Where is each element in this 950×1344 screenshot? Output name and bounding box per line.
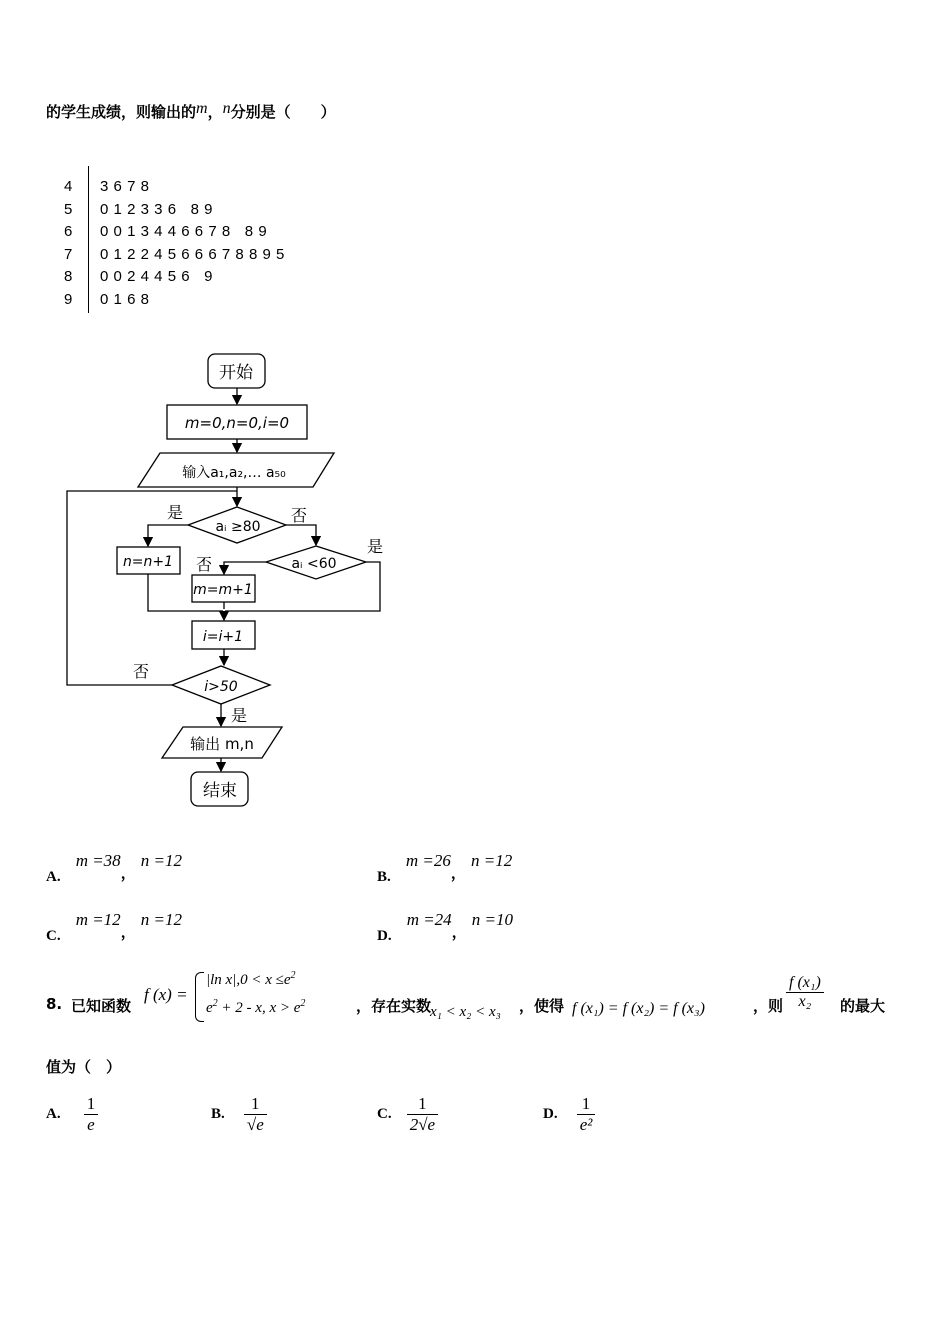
- q8-text3: ，使得: [519, 997, 565, 1015]
- option-fraction: [577, 1094, 596, 1135]
- option-label: D.: [543, 1106, 558, 1122]
- option-label: C.: [377, 1106, 392, 1122]
- stem: 7: [64, 245, 73, 263]
- no-label-cond2: 否: [196, 555, 213, 574]
- leaf-row: 01224566678895: [100, 245, 290, 263]
- cond1-label: aᵢ ≥80: [215, 519, 261, 535]
- q8-option-b: [211, 1094, 267, 1135]
- var-n: n: [222, 100, 231, 117]
- option-m-value: m =26: [405, 851, 451, 870]
- option-n-value: n =12: [140, 851, 183, 870]
- leaf-row: 0024456 9: [100, 268, 218, 285]
- option-fraction: [407, 1094, 438, 1135]
- m-inc-label: m=m+1: [193, 582, 253, 598]
- leaf-row: 3678: [100, 178, 155, 195]
- option-n-value: n =12: [140, 910, 183, 929]
- q7-option-b: [377, 850, 513, 885]
- q8-number: 8.: [46, 995, 63, 1013]
- option-label: A.: [46, 1106, 61, 1122]
- option-m-value: m =38: [75, 851, 121, 870]
- i-inc-label: i=i+1: [202, 629, 244, 645]
- option-m-value: m =12: [75, 910, 121, 929]
- piecewise-brace: [195, 972, 204, 1022]
- option-label: B.: [377, 869, 391, 885]
- fraction-denominator: e: [87, 1115, 95, 1134]
- fraction-denominator: 2√e: [409, 1115, 436, 1134]
- init-label: m=0,n=0,i=0: [184, 414, 290, 432]
- fraction-denominator: √e: [246, 1115, 264, 1134]
- start-label: 开始: [219, 363, 253, 383]
- fraction-numerator: 1: [84, 1094, 99, 1115]
- q8-text2: ，存在实数: [356, 997, 432, 1015]
- stem: 4: [64, 178, 73, 195]
- output-label: 输出 m,n: [190, 735, 254, 753]
- end-label: 结束: [203, 781, 237, 801]
- ratio-denominator: x₂: [798, 993, 812, 1010]
- option-m-value: m =24: [406, 910, 452, 929]
- fraction-denominator: e²: [579, 1115, 593, 1134]
- yes-label-cond1: 是: [167, 503, 184, 522]
- leaf-row: 0013446678 89: [100, 223, 272, 240]
- option-fraction: [244, 1094, 267, 1135]
- yes-label-cond3: 是: [231, 706, 248, 725]
- cond3-label: i>50: [204, 679, 238, 695]
- option-n-value: n =12: [470, 851, 513, 870]
- option-label: B.: [211, 1106, 225, 1122]
- fraction-numerator: 1: [407, 1094, 438, 1115]
- intro-text-after: 分别是（ ）: [230, 103, 336, 121]
- option-separator: ，: [120, 923, 136, 941]
- n-inc-label: n=n+1: [122, 554, 174, 570]
- leaf-row: 0168: [100, 290, 155, 308]
- intro-comma: ，: [207, 103, 223, 121]
- var-m: m: [196, 100, 208, 117]
- option-separator: ，: [451, 923, 467, 941]
- q7-option-d: [377, 909, 514, 944]
- piecewise-case2: $e^2 + 2 - x$, $x > e^2$: [206, 998, 306, 1016]
- fraction-numerator: 1: [244, 1094, 267, 1115]
- option-label: A.: [46, 869, 61, 885]
- input-label: 输入a₁,a₂,… a₅₀: [182, 465, 286, 481]
- stem: 6: [64, 223, 73, 240]
- stem: 9: [64, 290, 73, 308]
- option-fraction: [84, 1094, 99, 1135]
- q8-inequality: x₁ < x₂ < x₃: [430, 1004, 501, 1020]
- no-label-cond1: 否: [291, 506, 308, 525]
- fraction-numerator: 1: [577, 1094, 596, 1115]
- intro-text-before: 的学生成绩，则输出的: [46, 103, 197, 121]
- leaf-row: 012336 89: [100, 200, 218, 218]
- piecewise-case1: |ln $x|,0 < x \le e^2$: [206, 970, 296, 988]
- option-label: D.: [377, 928, 392, 944]
- q8-ratio: [786, 974, 824, 1011]
- q8-text6: 值为（ ）: [46, 1058, 122, 1076]
- yes-label-cond2: 是: [367, 537, 384, 556]
- q8-text1: 已知函数: [71, 997, 132, 1015]
- q7-option-a: [46, 850, 183, 885]
- ratio-numerator: f (x₁): [786, 974, 824, 993]
- option-n-value: n =10: [471, 910, 514, 929]
- option-separator: ，: [120, 864, 136, 882]
- q8-text4: ，则: [753, 997, 784, 1015]
- q8-text5: 的最大: [840, 997, 886, 1015]
- stem: 8: [64, 268, 73, 285]
- option-separator: ，: [450, 864, 466, 882]
- q8-option-a: [46, 1094, 98, 1135]
- option-label: C.: [46, 928, 61, 944]
- q8-option-d: [543, 1094, 595, 1135]
- q8-line1: [46, 966, 906, 1030]
- q8-equation: f (x₁) = f (x₂) = f (x₃): [572, 1000, 705, 1017]
- q7-option-c: [46, 909, 183, 944]
- stem: 5: [64, 200, 73, 218]
- q8-func: f (x) =: [144, 985, 188, 1004]
- no-label-cond3: 否: [133, 662, 150, 681]
- q8-option-c: [377, 1094, 438, 1135]
- cond2-label: aᵢ <60: [291, 556, 337, 572]
